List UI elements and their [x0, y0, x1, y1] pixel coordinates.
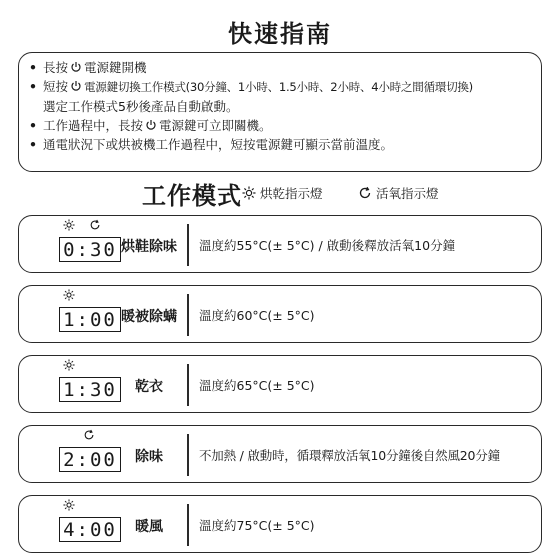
modes-title: 工作模式: [142, 182, 242, 210]
modes-header: [0, 176, 560, 210]
guide-item-text: 長按: [43, 60, 69, 75]
refresh-icon: [83, 429, 95, 441]
quick-guide-box: [18, 52, 542, 172]
indicator-icons: [63, 289, 75, 303]
mode-card-dry-clothes: [18, 355, 542, 413]
divider: [187, 364, 189, 406]
legend-dry-label: 烘乾指示燈: [260, 186, 323, 201]
power-icon: [70, 61, 82, 73]
legend-oxygen: [358, 184, 439, 202]
guide-item-text: 短按: [43, 79, 69, 94]
guide-item-text: 電源鍵可立即關機。: [159, 118, 272, 133]
mode-name: 除味: [135, 449, 163, 465]
guide-item-1: • 長按 電源鍵開機: [29, 60, 147, 75]
display-time: 2:00: [63, 448, 117, 471]
mode-description: 不加熱 / 啟動時，循環釋放活氧10分鐘後自然風20分鐘: [199, 448, 500, 463]
mode-description: 溫度約55°C(± 5°C) / 啟動後釋放活氧10分鐘: [199, 238, 456, 253]
indicator-icons: [63, 499, 75, 513]
guide-item-text: 電源鍵切換工作模式(30分鐘、1小時、1.5小時、2小時、4小時之間循環切換): [84, 80, 473, 94]
display-time: 1:30: [63, 378, 117, 401]
display-time: 0:30: [63, 238, 117, 261]
sun-icon: [63, 289, 75, 301]
guide-title: 快速指南: [228, 20, 332, 48]
divider: [187, 434, 189, 476]
guide-item-4: • 通電狀況下或烘被機工作過程中，短按電源鍵可顯示當前溫度。: [29, 137, 394, 152]
display-time: 4:00: [63, 518, 117, 541]
mode-name: 乾衣: [135, 379, 163, 395]
refresh-icon: [358, 186, 372, 200]
guide-item-text: 工作過程中，長按: [43, 118, 144, 133]
mode-description: 溫度約60°C(± 5°C): [199, 308, 315, 323]
mode-card-warm-air: [18, 495, 542, 553]
mode-card-warm-bed: [18, 285, 542, 343]
guide-item-text: 通電狀況下或烘被機工作過程中，短按電源鍵可顯示當前溫度。: [43, 137, 394, 152]
legend-oxygen-label: 活氧指示燈: [376, 186, 439, 201]
mode-name: 暖被除螨: [121, 309, 177, 325]
power-icon: [70, 80, 82, 92]
guide-item-2: • 短按 電源鍵切換工作模式(30分鐘、1小時、1.5小時、2小時、4小時之間循環切換): [29, 79, 473, 94]
divider: [187, 294, 189, 336]
guide-item-2-continuation: 選定工作模式5秒後產品自動啟動。: [43, 99, 239, 114]
mode-name: 烘鞋除味: [121, 239, 177, 255]
mode-description: 溫度約65°C(± 5°C): [199, 378, 315, 393]
divider: [187, 224, 189, 266]
mode-name: 暖風: [135, 519, 163, 535]
mode-card-shoe-dry: [18, 215, 542, 273]
power-icon: [145, 119, 157, 131]
legend-dry: [242, 184, 323, 202]
indicator-icons: [63, 219, 101, 233]
sun-icon: [63, 219, 75, 231]
mode-card-deodorize: [18, 425, 542, 483]
guide-item-text: 電源鍵開機: [84, 60, 147, 75]
refresh-icon: [89, 219, 101, 231]
indicator-icons: [63, 359, 75, 373]
sun-icon: [63, 499, 75, 511]
sun-icon: [63, 359, 75, 371]
display-time: 1:00: [63, 308, 117, 331]
mode-description: 溫度約75°C(± 5°C): [199, 518, 315, 533]
sun-icon: [242, 186, 256, 200]
indicator-icons: [63, 429, 95, 443]
guide-item-3: • 工作過程中，長按 電源鍵可立即關機。: [29, 118, 272, 133]
divider: [187, 504, 189, 546]
